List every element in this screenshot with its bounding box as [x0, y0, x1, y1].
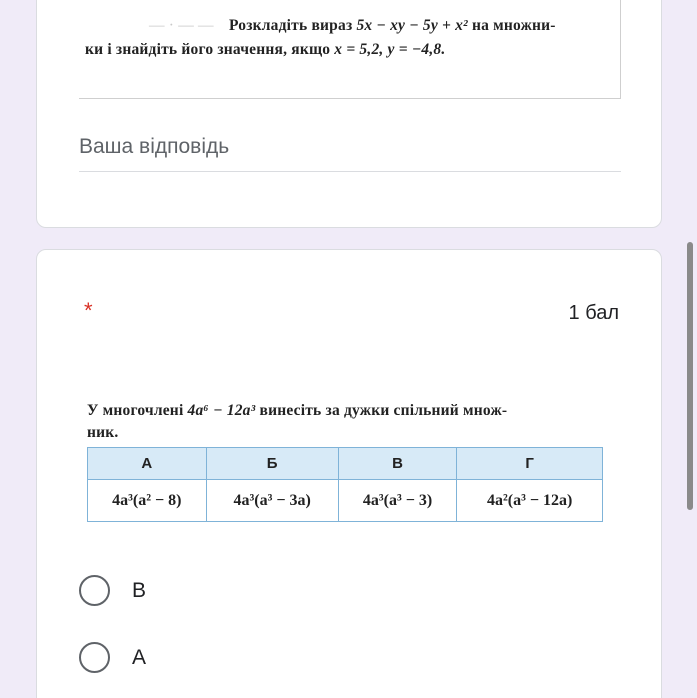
question-line-2: ник.: [87, 424, 119, 441]
task-text-2: ки і знайдіть його значення, якщо: [85, 41, 331, 58]
task-values: x = 5,2, y = −4,8.: [334, 41, 446, 58]
question-card-2: [36, 249, 662, 698]
required-mark: *: [84, 298, 93, 323]
task-expression: 5x − xy − 5y + x²: [356, 17, 468, 34]
table-cell-g: 4a²(a³ − 12a): [457, 480, 603, 522]
table-cell-b: 4a³(a³ − 3a): [206, 480, 338, 522]
scrollbar[interactable]: [687, 242, 693, 510]
question-expression: 4a⁶ − 12a³: [187, 402, 256, 419]
radio-button[interactable]: [79, 642, 110, 673]
table-cell-v: 4a³(a³ − 3): [338, 480, 457, 522]
table-header-a: А: [88, 448, 207, 480]
radio-button[interactable]: [79, 575, 110, 606]
answer-input[interactable]: Ваша відповідь: [79, 135, 230, 158]
task-line-1: [229, 17, 556, 35]
task-text-end: на множни-: [471, 17, 556, 34]
table-header-v: В: [338, 448, 457, 480]
table-header-g: Г: [457, 448, 603, 480]
answer-options-table: [87, 447, 603, 522]
radio-option-label: В: [132, 578, 147, 602]
task-faint-prefix: — · — —: [149, 17, 214, 34]
task-line-2: [85, 41, 445, 59]
question-line-1: У многочлені 4a⁶ − 12a³ винесіть за дужки спільний множ-: [87, 402, 508, 419]
radio-option-label: А: [132, 645, 147, 669]
points-label: 1 бал: [568, 302, 619, 324]
radio-option-a[interactable]: [79, 642, 146, 673]
question-card-1: [36, 0, 662, 228]
task-text: Розкладіть вираз: [229, 17, 353, 34]
table-header-b: Б: [206, 448, 338, 480]
table-cell-a: 4a³(a² − 8): [88, 480, 207, 522]
answer-underline: [79, 171, 621, 172]
radio-option-v[interactable]: [79, 575, 146, 606]
